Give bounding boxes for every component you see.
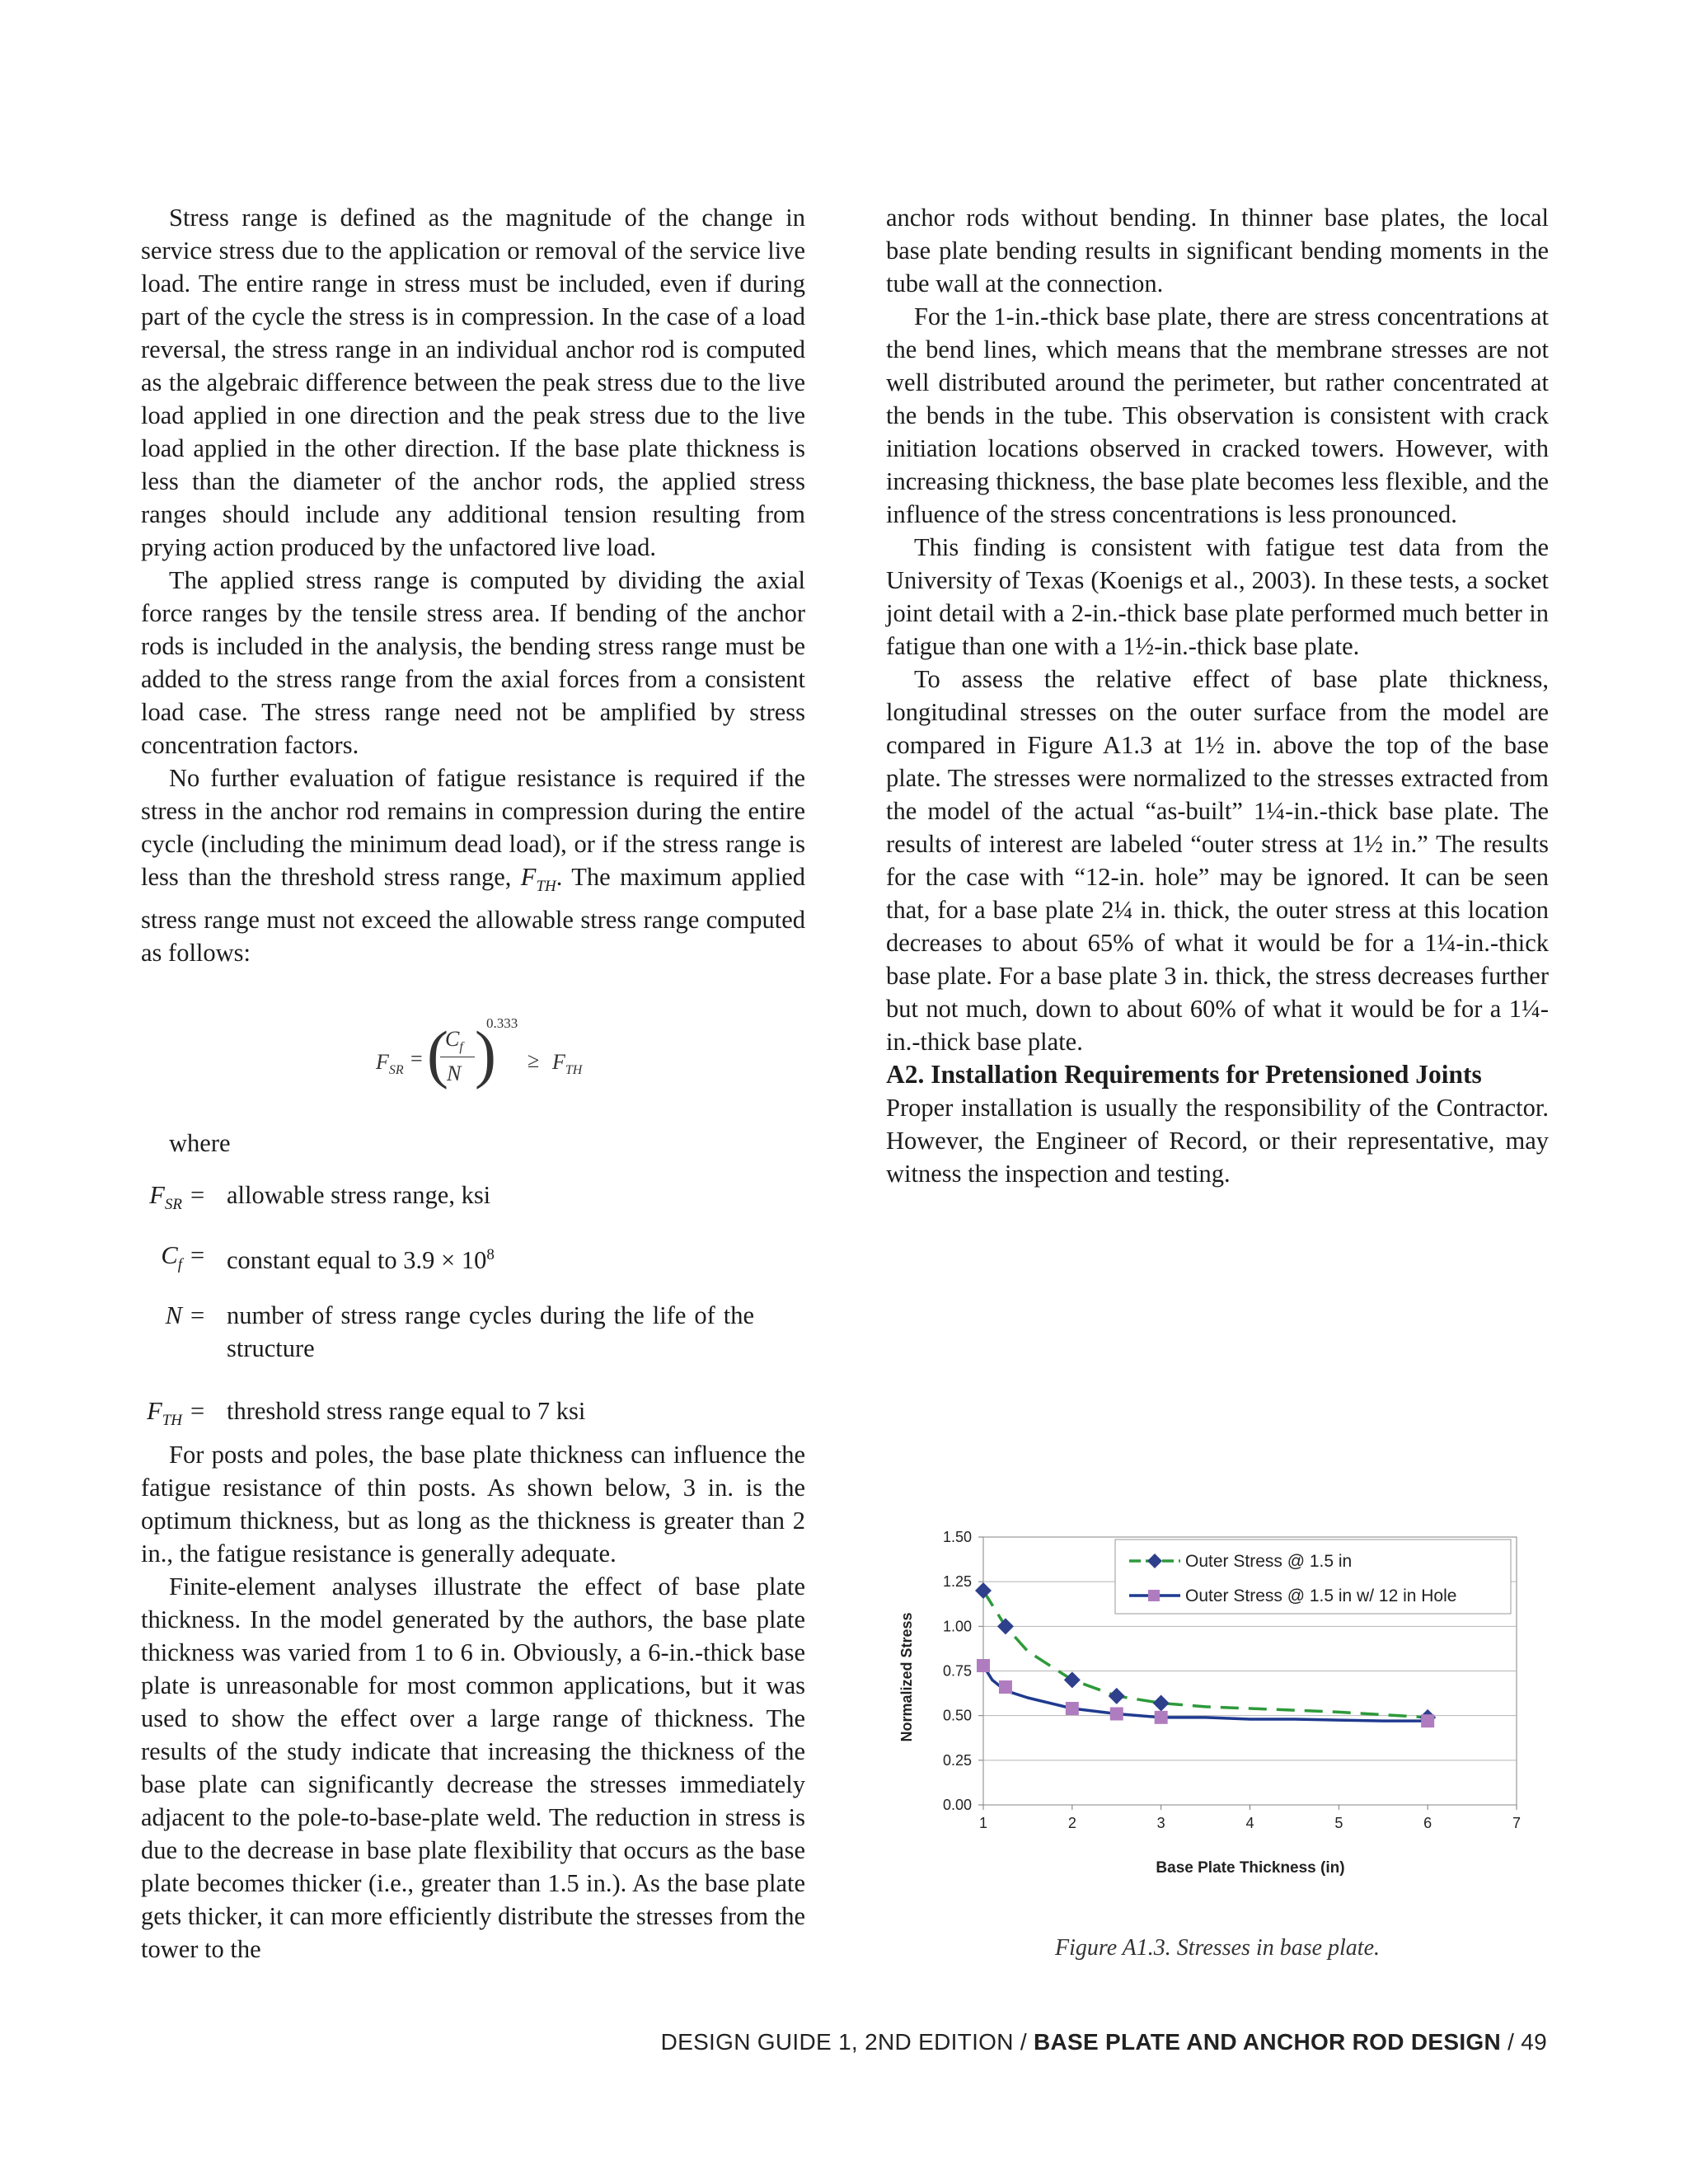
chart-x-tick-label: 2 <box>1067 1815 1076 1831</box>
chart-x-tick-label: 4 <box>1245 1815 1254 1831</box>
chart-y-tick-label: 1.00 <box>942 1618 972 1635</box>
left-column-continued <box>141 1438 805 1966</box>
chart-x-tick-label: 1 <box>978 1815 988 1831</box>
formula-denominator: N <box>447 1062 462 1085</box>
chart-y-tick-label: 0.00 <box>942 1797 972 1813</box>
formula-numerator: $C_f$ <box>445 1027 463 1055</box>
formula-right-paren: ) <box>475 1018 496 1090</box>
chart-x-tick-label: 7 <box>1512 1815 1522 1831</box>
left-paragraph-1: Stress range is defined as the magnitude of the change in service stress due to the application or removal of the service live load. The entire range in stress must be included, even if during part of the cycle the stress is in compression. In the case of a load reversal, the stress range in an individual anchor rod is computed as the algebraic difference between the peak stress due to the live load applied in one direction and the peak stress due to the live load applied in the other direction. If the base plate thickness is less than the diameter of the anchor rods, the applied stress ranges should include any additional tension resulting from prying action produced by the unfactored live load. <box>141 204 805 561</box>
chart-legend-label: Outer Stress @ 1.5 in w/ 12 in Hole <box>1185 1586 1457 1605</box>
stress-chart <box>890 1512 1533 1883</box>
chart-x-axis-label: Base Plate Thickness (in) <box>1156 1859 1345 1877</box>
formula-exponent: 0.333 <box>486 1015 518 1031</box>
chart-x-tick-label: 6 <box>1423 1815 1432 1831</box>
chart-y-tick-label: 1.25 <box>942 1573 972 1591</box>
chart-point-series-2 <box>1155 1711 1168 1724</box>
left-paragraph-5: Finite-element analyses illustrate the effect of base plate thickness. In the model generated by the authors, the base plate thickness was varied from 1 to 6 in. Obviously, a 6-in.-thick base plate is unreasonable for most common applications, but it was used to show the effect over a large range of thickness. The results of the study indicate that increasing the thickness of the base plate can significantly decrease the stresses immediately adjacent to the pole-to-base-plate weld. The reduction in stress is due to the decrease in base plate flexibility that occurs as the base plate becomes thicker (i.e., greater than 1.5 in.). As the base plate gets thicker, it can more efficiently distribute the stresses from the tower to the <box>141 1572 805 1963</box>
chart-x-tick-label: 5 <box>1334 1815 1343 1831</box>
chart-legend-marker <box>1148 1590 1160 1601</box>
stress-range-formula <box>363 1015 610 1106</box>
chart-point-series-2 <box>977 1659 990 1672</box>
formula-ge: ≥ <box>528 1048 540 1072</box>
chart-point-series-2 <box>1066 1702 1079 1715</box>
left-paragraph-3: No further evaluation of fatigue resistance is required if the stress in the anchor rod remains in compression during the entire cycle (including the minimum dead load), or if the stress range is less than the threshold stress range, $F_{TH}$. The maximum applied stress range must not exceed the allowable stress range computed as follows: <box>141 764 805 968</box>
chart-y-tick-label: 1.50 <box>942 1529 972 1545</box>
chart-point-series-2 <box>999 1680 1012 1694</box>
right-paragraph-4: To assess the relative effect of base plate thickness, longitudinal stresses on the outer surface from the model are compared in Figure A1.3 at 1½ in. above the top of the base plate. The stresses were normalized to the stresses extracted from the model of the actual “as-built” 1¼-in.-thick base plate. The results of interest are labeled “outer stress at 1½ in.” The results for the case with “12-in. hole” may be ignored. It can be seen that, for a base plate 2¼ in. thick, the outer stress at this location decreases to about 65% of what it would be for a 1¼-in.-thick base plate. For a base plate 3 in. thick, the stress decreases further but not much, down to about 60% of what it would be for a 1¼-in.-thick base plate. <box>886 665 1549 1056</box>
chart-point-series-2 <box>1421 1714 1434 1727</box>
right-paragraph-2: For the 1-in.-thick base plate, there are stress concentrations at the bend lines, which means that the membrane stresses are not well distributed around the perimeter, but rather concentrated at the bends in the tube. This observation is consistent with crack initiation locations observed in cracked towers. However, with increasing thickness, the base plate becomes less flexible, and the influence of the stress concentrations is less pronounced. <box>886 302 1549 528</box>
chart-legend-label: Outer Stress @ 1.5 in <box>1185 1552 1353 1571</box>
definition-fth: $F_{TH}$ = threshold stress range equal to 7 ksi <box>147 1397 586 1430</box>
chart-y-tick-label: 0.25 <box>942 1751 972 1769</box>
where-label: where <box>169 1129 231 1157</box>
definition-cf: $C_f$ = constant equal to $3.9 \times 10^8$ <box>161 1241 495 1275</box>
chart-point-series-2 <box>1110 1708 1123 1721</box>
chart-y-tick-label: 0.75 <box>942 1662 972 1680</box>
left-paragraph-2: The applied stress range is computed by dividing the axial force ranges by the tensile stress area. If bending of the anchor rods is included in the analysis, the bending stress range must be added to the stress range from the axial forces from a consistent load case. The stress range need not be amplified by stress concentration factors. <box>141 566 805 759</box>
left-paragraph-4: For posts and poles, the base plate thickness can influence the fatigue resistance of thin posts. As shown below, 3 in. is the optimum thickness, but as long as the thickness is greater than 2 in., the fatigue resistance is generally adequate. <box>141 1441 805 1568</box>
figure-caption: Figure A1.3. Stresses in base plate. <box>1054 1935 1381 1961</box>
right-paragraph-3: This finding is consistent with fatigue test data from the University of Texas (Koenigs et al., 2003). In these tests, a socket joint detail with a 2-in.-thick base plate performed much better in fatigue than one with a 1½-in.-thick base plate. <box>886 533 1549 660</box>
definition-fsr: $F_{SR}$ = allowable stress range, ksi <box>149 1181 491 1214</box>
right-column <box>886 201 1549 1190</box>
definition-n: N = number of stress range cycles during the life of the structure <box>165 1301 754 1362</box>
page-footer: DESIGN GUIDE 1, 2ND EDITION / BASE PLATE AND ANCHOR ROD DESIGN / 49 <box>660 2029 1547 2055</box>
chart-y-axis-label: Normalized Stress <box>898 1612 915 1742</box>
formula-left-paren: ( <box>427 1018 448 1090</box>
formula-equals: = <box>410 1047 423 1071</box>
chart-y-tick-label: 0.50 <box>942 1707 972 1724</box>
formula-lhs: $F_{SR}$ <box>376 1050 404 1078</box>
chart-x-tick-label: 3 <box>1156 1815 1165 1831</box>
section-title: A2. Installation Requirements for Pretensioned Joints <box>886 1060 1482 1089</box>
right-paragraph-5: Proper installation is usually the responsibility of the Contractor. However, the Engineer of Record, or their representative, may witness the inspection and testing. <box>886 1094 1549 1188</box>
formula-rhs: $F_{TH}$ <box>552 1050 583 1078</box>
right-paragraph-1: anchor rods without bending. In thinner base plates, the local base plate bending results in significant bending moments in the tube wall at the connection. <box>886 204 1549 298</box>
left-column <box>141 201 805 969</box>
